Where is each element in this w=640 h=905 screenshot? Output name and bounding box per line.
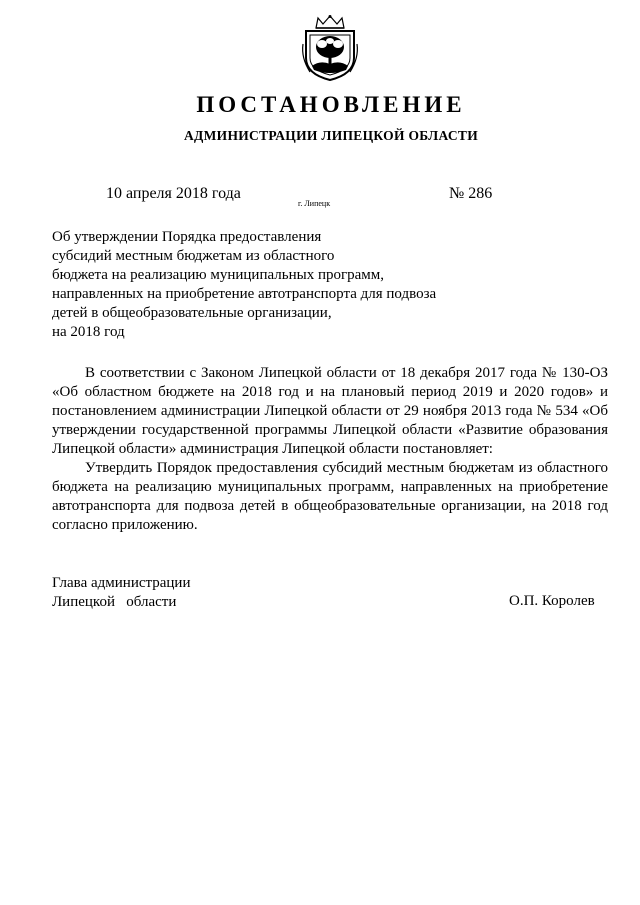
- document-date: 10 апреля 2018 года: [106, 185, 241, 202]
- document-body: [52, 364, 608, 535]
- signatory-name: О.П. Королев: [509, 593, 595, 609]
- subject-line: направленных на приобретение автотранспорта для подвоза: [52, 286, 437, 302]
- subject-line: Об утверждении Порядка предоставления: [52, 229, 322, 245]
- subject-line: на 2018 год: [52, 324, 125, 340]
- coat-of-arms-icon: [300, 14, 360, 82]
- body-paragraph: В соответствии с Законом Липецкой области от 18 декабря 2017 года № 130-ОЗ «Об областном бюджете на 2018 год и на плановый период 2019 и 2020 годов» и постановлением администрации Липецкой области от 29 ноября 2013 года № 534 «Об утверждении государственной программы Липецкой области «Развитие образования Липецкой области» администрация Липецкой области постановляет:: [52, 365, 608, 457]
- signatory-role: [52, 574, 190, 612]
- document-title: ПОСТАНОВЛЕНИЕ: [196, 92, 466, 117]
- signatory-role-line: Липецкой области: [52, 594, 177, 610]
- body-paragraph: Утвердить Порядок предоставления субсидий местным бюджетам из областного бюджета на реализацию муниципальных программ, направленных на приобретение автотранспорта для подвоза детей в общеобразовательные организации, на 2018 год согласно приложению.: [52, 460, 608, 533]
- subject-line: бюджета на реализацию муниципальных программ,: [52, 267, 385, 283]
- issuing-authority: АДМИНИСТРАЦИИ ЛИПЕЦКОЙ ОБЛАСТИ: [183, 128, 479, 143]
- document-subject: [52, 228, 492, 342]
- document-number: № 286: [449, 185, 493, 202]
- subject-line: субсидий местным бюджетам из областного: [52, 248, 335, 264]
- subject-line: детей в общеобразовательные организации,: [52, 305, 332, 321]
- signatory-role-line: Глава администрации: [52, 575, 191, 591]
- document-city: г. Липецк: [298, 199, 331, 208]
